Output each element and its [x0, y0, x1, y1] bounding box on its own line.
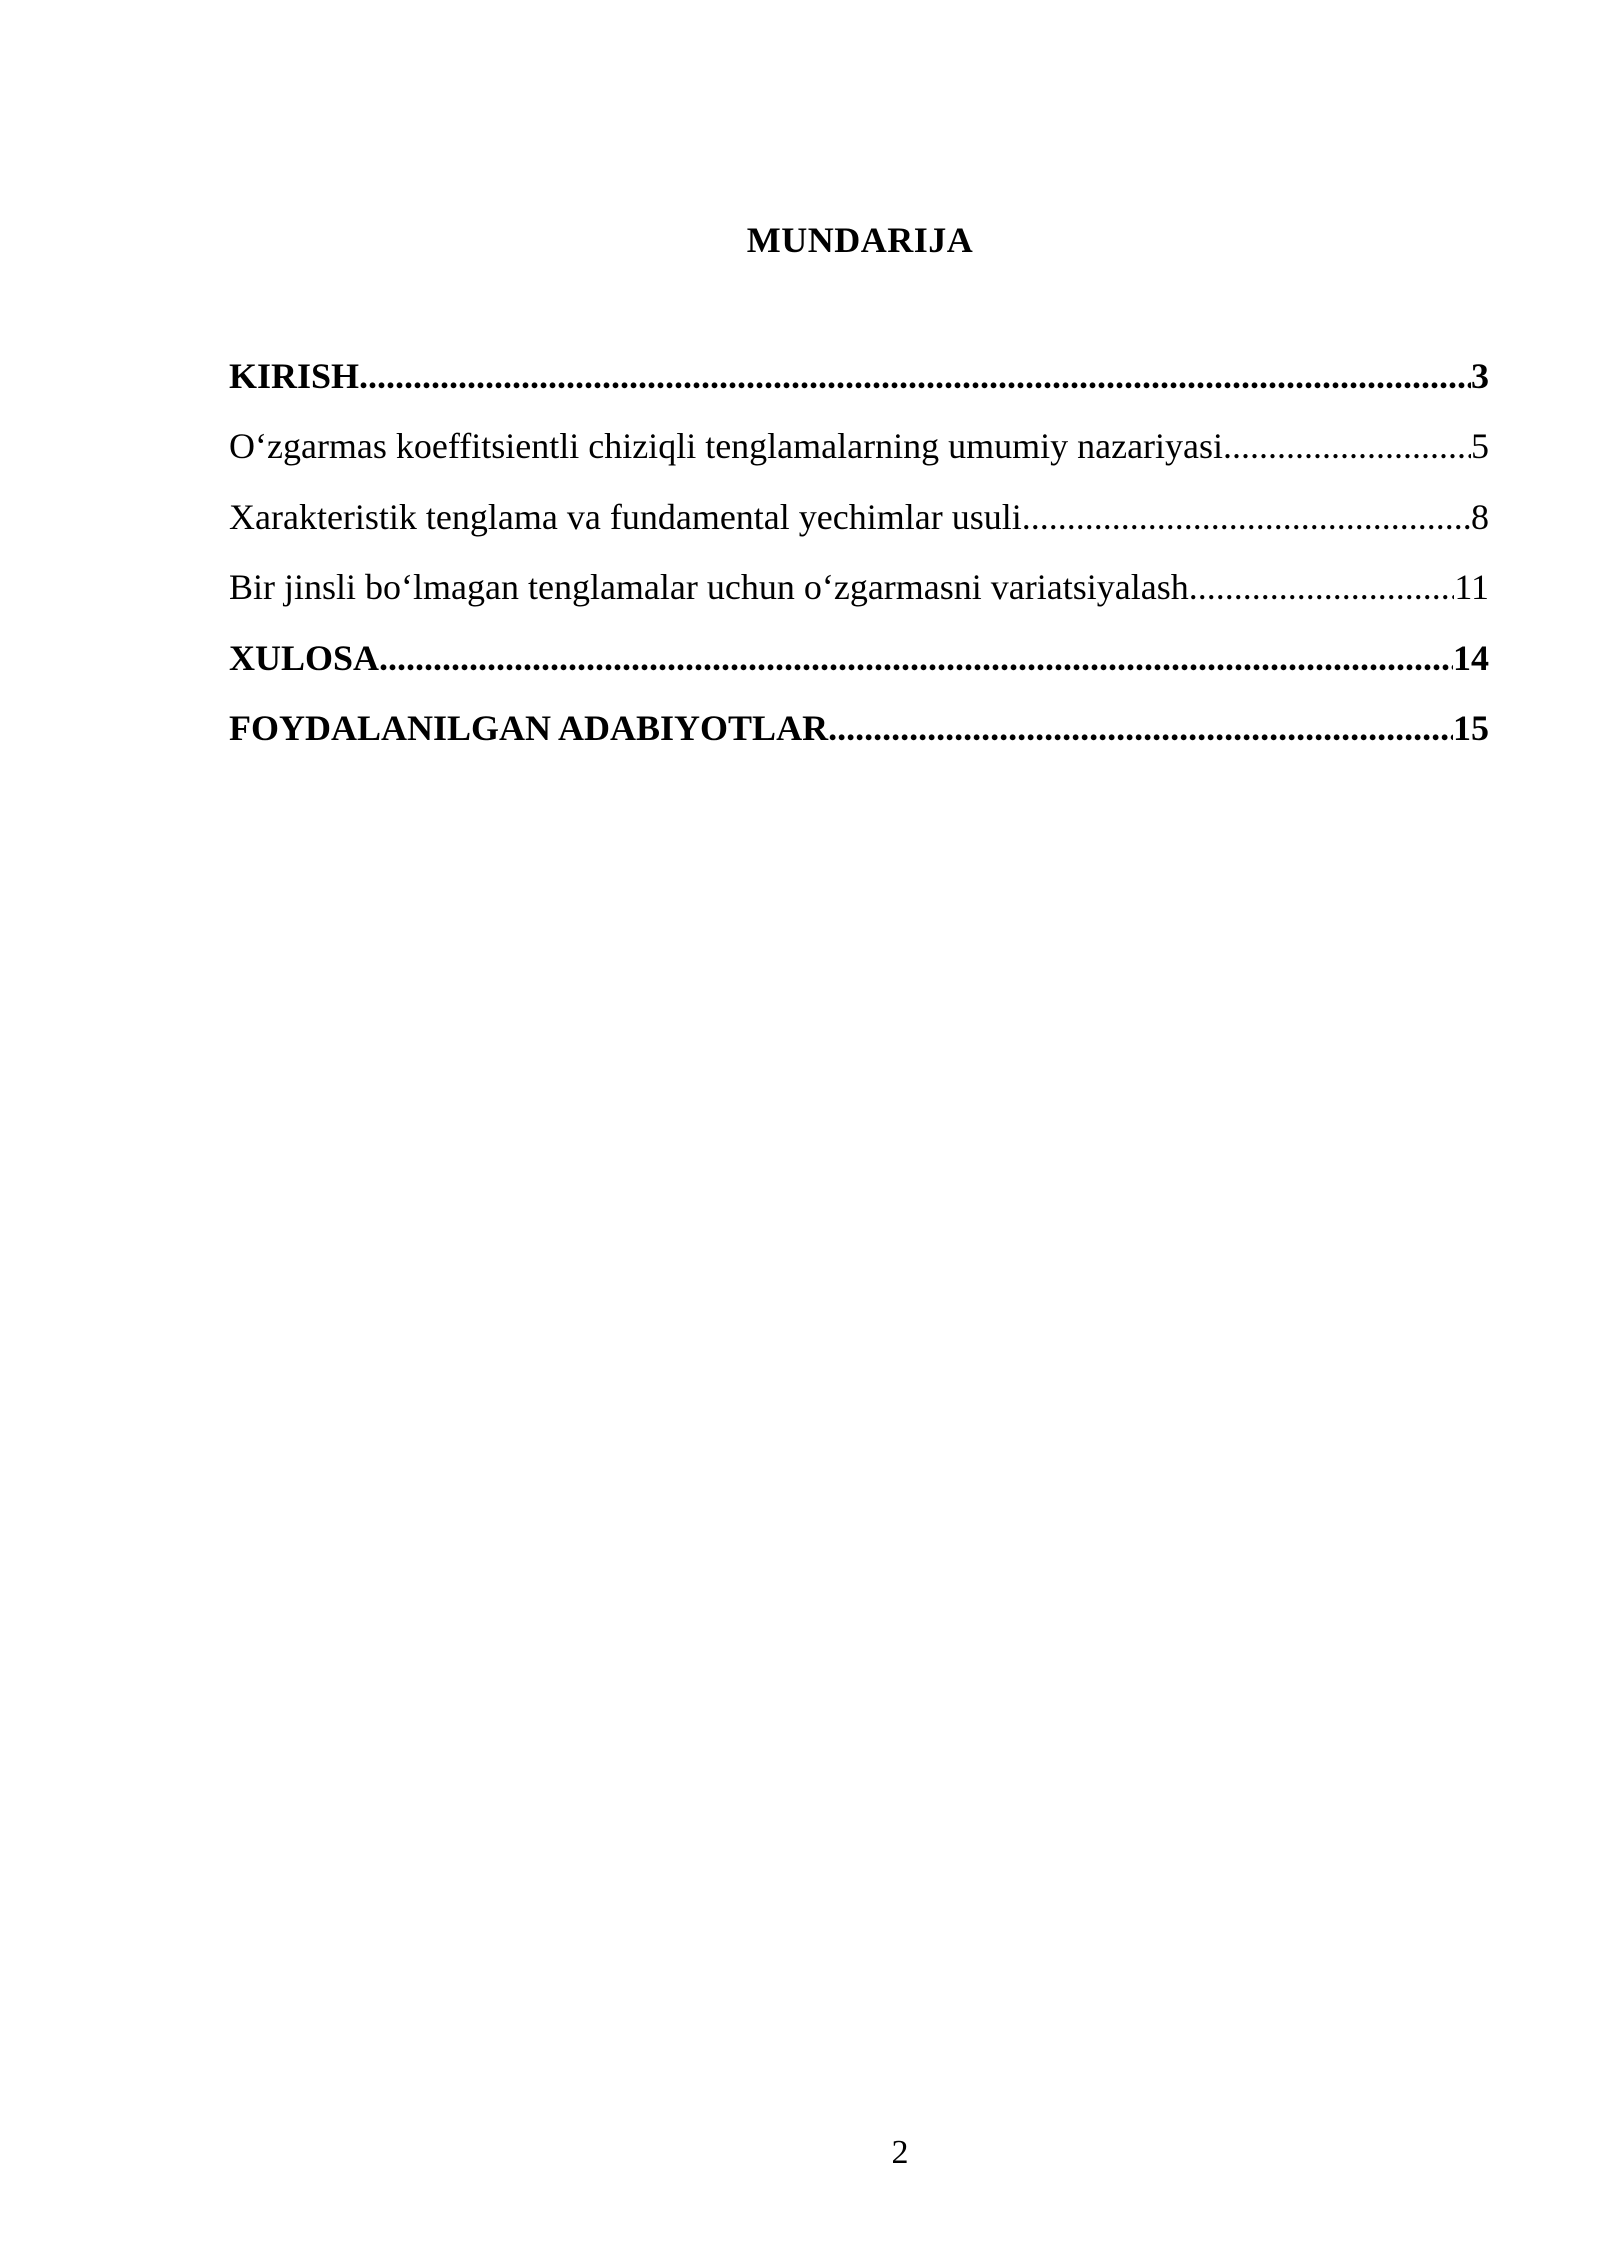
toc-entry-kirish[interactable] — [229, 352, 1489, 422]
page-number: 2 — [891, 2134, 909, 2171]
toc-entry-page: 15 — [1453, 707, 1489, 748]
toc-entry-xarakteristik-tenglama[interactable] — [229, 493, 1489, 563]
toc-entry-page: 8 — [1471, 496, 1489, 537]
table-of-contents — [229, 352, 1489, 774]
toc-entry-variatsiyalash[interactable] — [229, 563, 1489, 633]
toc-entry-page: 11 — [1454, 567, 1489, 608]
toc-entry-adabiyotlar[interactable] — [229, 704, 1489, 774]
toc-entry-page: 3 — [1471, 356, 1489, 396]
toc-title: MUNDARIJA — [746, 220, 974, 260]
toc-entry-xulosa[interactable] — [229, 634, 1489, 704]
toc-dot-leader — [1223, 422, 1471, 470]
toc-entry-label: KIRISH — [229, 356, 360, 396]
toc-dot-leader — [379, 634, 1453, 682]
toc-dot-leader — [1189, 563, 1455, 611]
toc-dot-leader — [359, 352, 1471, 400]
toc-dot-leader — [828, 704, 1453, 752]
toc-entry-label: Xarakteristik tenglama va fundamental yechimlar usuli — [229, 496, 1022, 537]
toc-entry-label: Bir jinsli bo‘lmagan tenglamalar uchun o‘zgarmasni variatsiyalash — [229, 567, 1189, 608]
toc-entry-label: FOYDALANILGAN ADABIYOTLAR — [229, 707, 829, 748]
toc-entry-umumiy-nazariya[interactable] — [229, 422, 1489, 492]
toc-entry-page: 14 — [1453, 637, 1489, 678]
toc-entry-label: O‘zgarmas koeffitsientli chiziqli tenglamalarning umumiy nazariyasi — [229, 426, 1224, 467]
toc-entry-page: 5 — [1471, 426, 1489, 467]
toc-dot-leader — [1022, 493, 1471, 541]
toc-entry-label: XULOSA — [229, 637, 380, 678]
